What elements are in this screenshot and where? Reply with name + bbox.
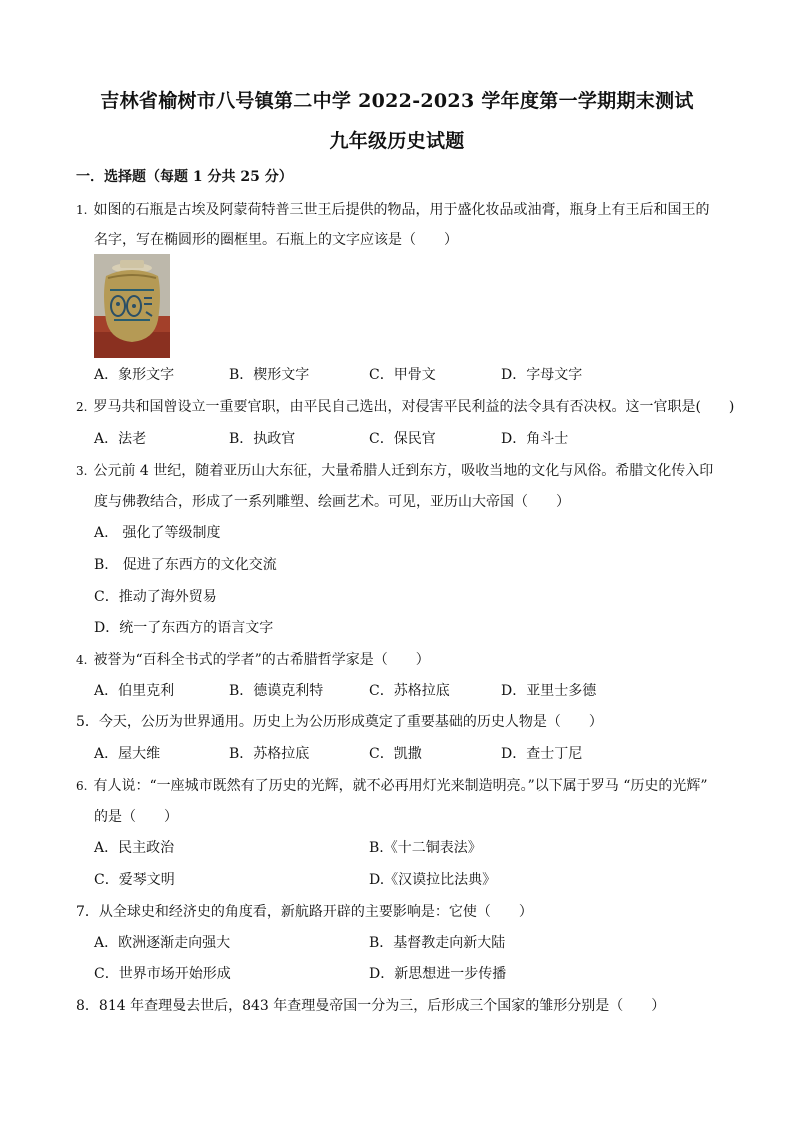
question-text: 今天，公历为世界通用。历史上为公历形成奠定了重要基础的历史人物是（ ） bbox=[98, 714, 603, 730]
exam-subtitle: 九年级历史试题 bbox=[329, 130, 465, 152]
option-d: D．亚里士多德 bbox=[501, 683, 597, 699]
option-c: C．保民官 bbox=[369, 431, 436, 447]
question-1-line-1 bbox=[76, 199, 709, 219]
option-b: B. 促进了东西方的文化交流 bbox=[94, 557, 277, 573]
option-b: B．苏格拉底 bbox=[229, 746, 310, 762]
option-a: A．民主政治 bbox=[94, 840, 175, 856]
option-d: D．统一了东西方的语言文字 bbox=[94, 620, 274, 636]
option-a: A．象形文字 bbox=[94, 367, 175, 383]
option-c: C．世界市场开始形成 bbox=[94, 966, 231, 982]
question-3-line-2: 度与佛教结合，形成了一系列雕塑、绘画艺术。可见，亚历山大帝国（ ） bbox=[94, 494, 570, 510]
option-c: C．凯撒 bbox=[369, 746, 422, 762]
question-6-line-2: 的是（ ） bbox=[94, 809, 178, 825]
question-6-line-1 bbox=[76, 775, 708, 795]
question-text: 如图的石瓶是古埃及阿蒙荷特普三世王后提供的物品，用于盛化妆品或油膏，瓶身上有王后和国王的 bbox=[93, 202, 710, 218]
question-number: 5． bbox=[76, 714, 99, 730]
option-a: A. 强化了等级制度 bbox=[94, 525, 221, 541]
option-c: C．苏格拉底 bbox=[369, 683, 450, 699]
option-b: B．楔形文字 bbox=[229, 367, 310, 383]
option-b: B．基督教走向新大陆 bbox=[369, 935, 506, 951]
question-number: 1. bbox=[76, 203, 88, 217]
option-c: C．推动了海外贸易 bbox=[94, 589, 217, 605]
stone-vase-image bbox=[94, 254, 170, 358]
question-number: 8． bbox=[76, 998, 99, 1014]
question-2-line-1 bbox=[76, 396, 734, 416]
section-heading: 一．选择题（每题 1 分共 25 分） bbox=[76, 169, 293, 185]
option-b: B．德谟克利特 bbox=[229, 683, 324, 699]
question-8-line-1 bbox=[76, 995, 665, 1015]
option-c: C．爱琴文明 bbox=[94, 872, 175, 888]
question-number: 7． bbox=[76, 904, 99, 920]
question-1-line-2: 名字，写在椭圆形的圈框里。石瓶上的文字应该是（ ） bbox=[94, 232, 458, 248]
question-text: 从全球史和经济史的角度看，新航路开辟的主要影响是：它使（ ） bbox=[98, 904, 533, 920]
question-5-line-1 bbox=[76, 711, 603, 731]
question-text: 被誉为“百科全书式的学者”的古希腊哲学家是（ ） bbox=[93, 652, 430, 668]
option-b: B．执政官 bbox=[229, 431, 296, 447]
option-d: D．角斗士 bbox=[501, 431, 569, 447]
question-number: 2. bbox=[76, 400, 88, 414]
question-number: 3. bbox=[76, 464, 88, 478]
question-text: 有人说：“一座城市既然有了历史的光辉，就不必再用灯光来制造明亮。”以下属于罗马 “历史的光辉” bbox=[93, 778, 708, 794]
question-4-line-1 bbox=[76, 649, 430, 669]
question-number: 4. bbox=[76, 653, 88, 667]
question-text: 814 年查理曼去世后，843 年查理曼帝国一分为三，后形成三个国家的雏形分别是（ ） bbox=[98, 998, 666, 1014]
option-a: A．伯里克利 bbox=[94, 683, 175, 699]
question-text: 罗马共和国曾设立一重要官职，由平民自己选出，对侵害平民利益的法令具有否决权。这一官职是( ) bbox=[93, 399, 735, 415]
option-d: D．查士丁尼 bbox=[501, 746, 583, 762]
question-number: 6. bbox=[76, 779, 88, 793]
exam-title: 吉林省榆树市八号镇第二中学 2022-2023 学年度第一学期期末测试 bbox=[100, 90, 694, 112]
option-b: B.《十二铜表法》 bbox=[369, 840, 482, 856]
question-text: 公元前 4 世纪，随着亚历山大东征，大量希腊人迁到东方，吸收当地的文化与风俗。希腊文化传入印 bbox=[93, 463, 714, 479]
question-3-line-1 bbox=[76, 460, 713, 480]
question-7-line-1 bbox=[76, 901, 533, 921]
stone-vase-icon bbox=[94, 254, 170, 358]
option-d: D.《汉谟拉比法典》 bbox=[369, 872, 497, 888]
option-a: A．欧洲逐渐走向强大 bbox=[94, 935, 231, 951]
option-d: D．新思想进一步传播 bbox=[369, 966, 507, 982]
option-a: A．法老 bbox=[94, 431, 147, 447]
option-c: C．甲骨文 bbox=[369, 367, 436, 383]
option-d: D．字母文字 bbox=[501, 367, 583, 383]
option-a: A．屋大维 bbox=[94, 746, 161, 762]
